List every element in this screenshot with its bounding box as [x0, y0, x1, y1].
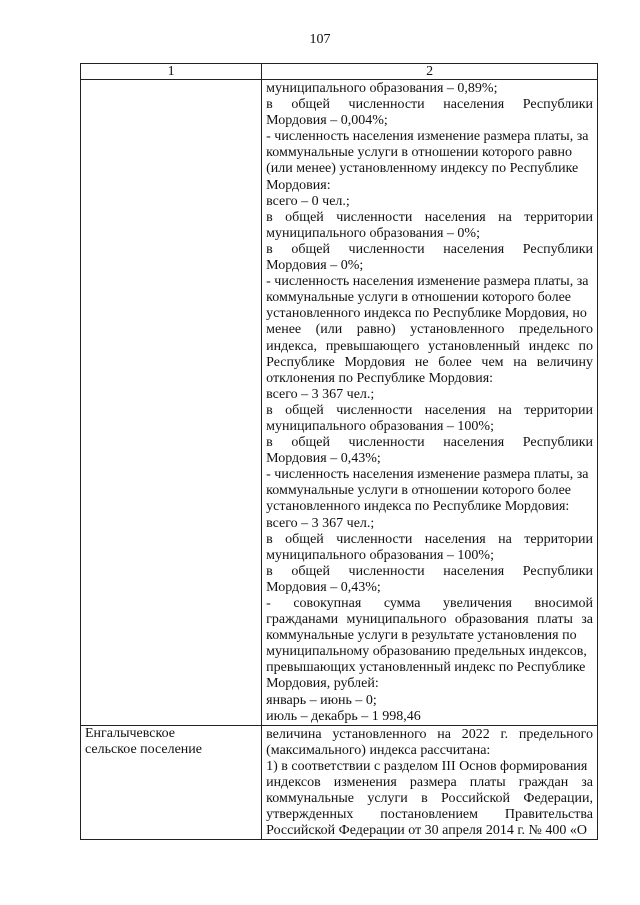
description-line: - совокупная сумма увеличения вносимой: [266, 596, 593, 611]
description-line: всего – 3 367 чел.;: [266, 386, 375, 402]
description-line: индексов изменения размера платы граждан за: [266, 775, 593, 791]
settlement-name-line: Енгалычевское: [85, 725, 175, 741]
description-line: в общей численности населения Республики: [266, 241, 593, 257]
description-line: Российской Федерации от 30 апреля 2014 г. № 400 «О: [266, 823, 587, 839]
header-cell-1: 1: [81, 64, 262, 80]
description-line: в общей численности населения на территории: [266, 402, 593, 418]
description-line: в общей численности населения Республики: [266, 563, 593, 579]
table-row: [81, 725, 598, 840]
description-line: Мордовия – 0,004%;: [266, 113, 388, 129]
description-line: гражданами муниципального образования платы за: [266, 612, 593, 628]
table-row: [81, 80, 598, 726]
description-line: - численность населения изменение размера платы, за: [266, 274, 589, 290]
description-line: отклонения по Республике Мордовия:: [266, 370, 494, 386]
description-line: коммунальные услуги в Российской Федерации,: [266, 791, 593, 807]
description-line: коммунальные услуги в результате установления по: [266, 628, 577, 644]
description-line: индекса, превышающего установленный индекс по: [266, 338, 593, 354]
description-line: в общей численности населения на территории: [266, 209, 593, 225]
description-line: Мордовия – 0,43%;: [266, 579, 381, 595]
description-line: - численность населения изменение размера платы, за: [266, 467, 589, 483]
description-line: муниципальному образованию предельных индексов,: [266, 644, 587, 660]
description-line: коммунальные услуги в отношении которого более: [266, 290, 572, 306]
description-line: в общей численности населения Республики: [266, 435, 593, 451]
description-line: (или менее) установленному индексу по Республике: [266, 161, 579, 177]
description-line: в общей численности населения Республики: [266, 97, 593, 113]
description-line: муниципального образования – 100%;: [266, 418, 494, 434]
document-table: [80, 63, 598, 840]
description-line: установленного индекса по Республике Мордовия, но: [266, 306, 587, 322]
description-line: июль – декабрь – 1 998,46: [266, 708, 421, 724]
page-number: 107: [309, 32, 331, 47]
description-line: Мордовия – 0,43%;: [266, 451, 381, 467]
description-line: Мордовия – 0%;: [266, 258, 364, 274]
description-line: январь – июнь – 0;: [266, 692, 377, 708]
description-line: муниципального образования – 0,89%;: [266, 81, 498, 96]
description-cell: [262, 725, 598, 840]
description-line: всего – 0 чел.;: [266, 193, 350, 209]
description-line: коммунальные услуги в отношении которого более: [266, 483, 572, 499]
description-line: - численность населения изменение размера платы, за: [266, 129, 589, 145]
description-line: установленного индекса по Республике Мордовия:: [266, 499, 570, 515]
description-line: муниципального образования – 100%;: [266, 547, 494, 563]
settlement-name-line: сельское поселение: [85, 741, 202, 757]
description-line: (максимального) индекса рассчитана:: [266, 742, 491, 758]
settlement-name-cell: [81, 725, 262, 840]
description-line: Республике Мордовия не более чем на величину: [266, 354, 593, 370]
description-line: 1) в соответствии с разделом III Основ формирования: [266, 758, 588, 774]
description-line: всего – 3 367 чел.;: [266, 515, 375, 531]
header-cell-2: 2: [262, 64, 598, 80]
table-header-row: [81, 64, 598, 80]
description-line: коммунальные услуги в отношении которого равно: [266, 145, 572, 161]
description-line: в общей численности населения на территории: [266, 531, 593, 547]
description-line: утвержденных постановлением Правительства: [266, 807, 593, 823]
description-line: муниципального образования – 0%;: [266, 225, 480, 241]
description-cell: [262, 80, 598, 726]
description-line: Мордовия, рублей:: [266, 676, 379, 692]
description-line: величина установленного на 2022 г. предельного: [266, 726, 593, 742]
settlement-name-cell: [81, 80, 262, 726]
description-line: превышающих установленный индекс по Республике: [266, 660, 586, 676]
description-line: менее (или равно) установленного предельного: [266, 322, 593, 338]
description-line: Мордовия:: [266, 177, 331, 193]
